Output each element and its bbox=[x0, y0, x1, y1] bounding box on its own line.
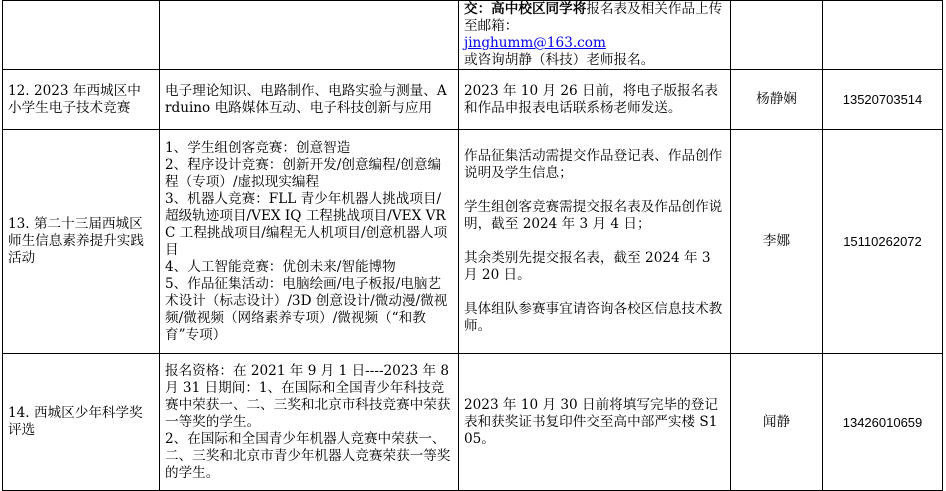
activity-notes bbox=[459, 130, 731, 354]
submission-bold-text: 交：高中校区同学将 bbox=[464, 1, 587, 17]
activity-notes bbox=[459, 70, 731, 130]
cell-empty bbox=[731, 1, 823, 70]
contact-phone: 13520703514 bbox=[823, 70, 943, 130]
activity-notes bbox=[459, 354, 731, 491]
cell-empty bbox=[823, 1, 943, 70]
contact-phone: 15110262072 bbox=[823, 130, 943, 354]
contact-name: 闻静 bbox=[731, 354, 823, 491]
content-line: 2、程序设计竞赛：创新开发/创意编程/创意编程（专项）/虚拟现实编程 bbox=[165, 156, 442, 190]
note-line: 学生组创客竞赛需提交报名表及作品创作说明，截至 2024 年 3 月 4 日； bbox=[464, 199, 723, 232]
submission-text: 报名表及相关作品上传至邮箱： bbox=[464, 1, 723, 34]
table-row bbox=[3, 130, 943, 354]
cell-empty bbox=[3, 1, 160, 70]
content-line: 4、人工智能竞赛：优创未来/智能博物 bbox=[165, 258, 396, 275]
note-line: 其余类别先提交报名表，截至 2024 年 3 月 20 日。 bbox=[464, 250, 711, 283]
contact-name: 李娜 bbox=[731, 130, 823, 354]
activity-content: 电子理论知识、电路制作、电路实验与测量、Arduino 电路媒体互动、电子科技创新与应用 bbox=[160, 70, 459, 130]
activity-content bbox=[160, 354, 459, 491]
activity-name: 14. 西城区少年科学奖评选 bbox=[3, 354, 160, 491]
content-line: 1、学生组创客竞赛：创意智造 bbox=[165, 139, 351, 156]
note-line: 2023 年 10 月 26 日前，将电子版报名表和作品申报表电话联系杨老师发送。 bbox=[464, 82, 718, 116]
content-line: 3、机器人竞赛：FLL 青少年机器人挑战项目/超级轨迹项目/VEX IQ 工程挑战项目/VEX VRC 工程挑战项目/编程无人机项目/创意机器人项目 bbox=[165, 190, 448, 258]
note-line: 2023 年 10 月 30 日前将填写完毕的登记表和获奖证书复印件交至高中部严实楼 S105。 bbox=[464, 396, 718, 447]
activity-name: 13. 第二十三届西城区师生信息素养提升实践活动 bbox=[3, 130, 160, 354]
consult-text: 或咨询胡静（科技）老师报名。 bbox=[464, 52, 655, 68]
note-line: 具体组队参赛事宜请咨询各校区信息技术教师。 bbox=[464, 301, 723, 334]
contact-phone: 13426010659 bbox=[823, 354, 943, 491]
table-row bbox=[3, 354, 943, 491]
note-line: 作品征集活动需提交作品登记表、作品创作说明及学生信息； bbox=[464, 148, 723, 181]
content-line: 2、在国际和全国青少年机器人竞赛中荣获一、二、三奖和北京市青少年机器人竞赛荣获一等奖的学生。 bbox=[165, 430, 451, 481]
content-line: 报名资格：在 2021 年 9 月 1 日----2023 年 8 月 31 日期间：1、在国际和全国青少年科技竞赛中荣获一、二、三奖和北京市科技竞赛中荣获一等奖的学生。 bbox=[165, 362, 451, 430]
cell-notes-top bbox=[459, 1, 731, 70]
contact-name: 杨静娴 bbox=[731, 70, 823, 130]
activity-table bbox=[2, 0, 943, 491]
cell-empty bbox=[160, 1, 459, 70]
content-line: 5、作品征集活动：电脑绘画/电子板报/电脑艺术设计（标志设计）/3D 创意设计/微动漫/微视频/微视频（网络素养专项）/微视频（“和教育”专项） bbox=[165, 275, 448, 343]
activity-content bbox=[160, 130, 459, 354]
activity-name: 12. 2023 年西城区中小学生电子技术竞赛 bbox=[3, 70, 160, 130]
table-row-top-partial bbox=[3, 1, 943, 70]
table-row bbox=[3, 70, 943, 130]
email-link[interactable]: jinghumm@163.com bbox=[464, 35, 606, 51]
